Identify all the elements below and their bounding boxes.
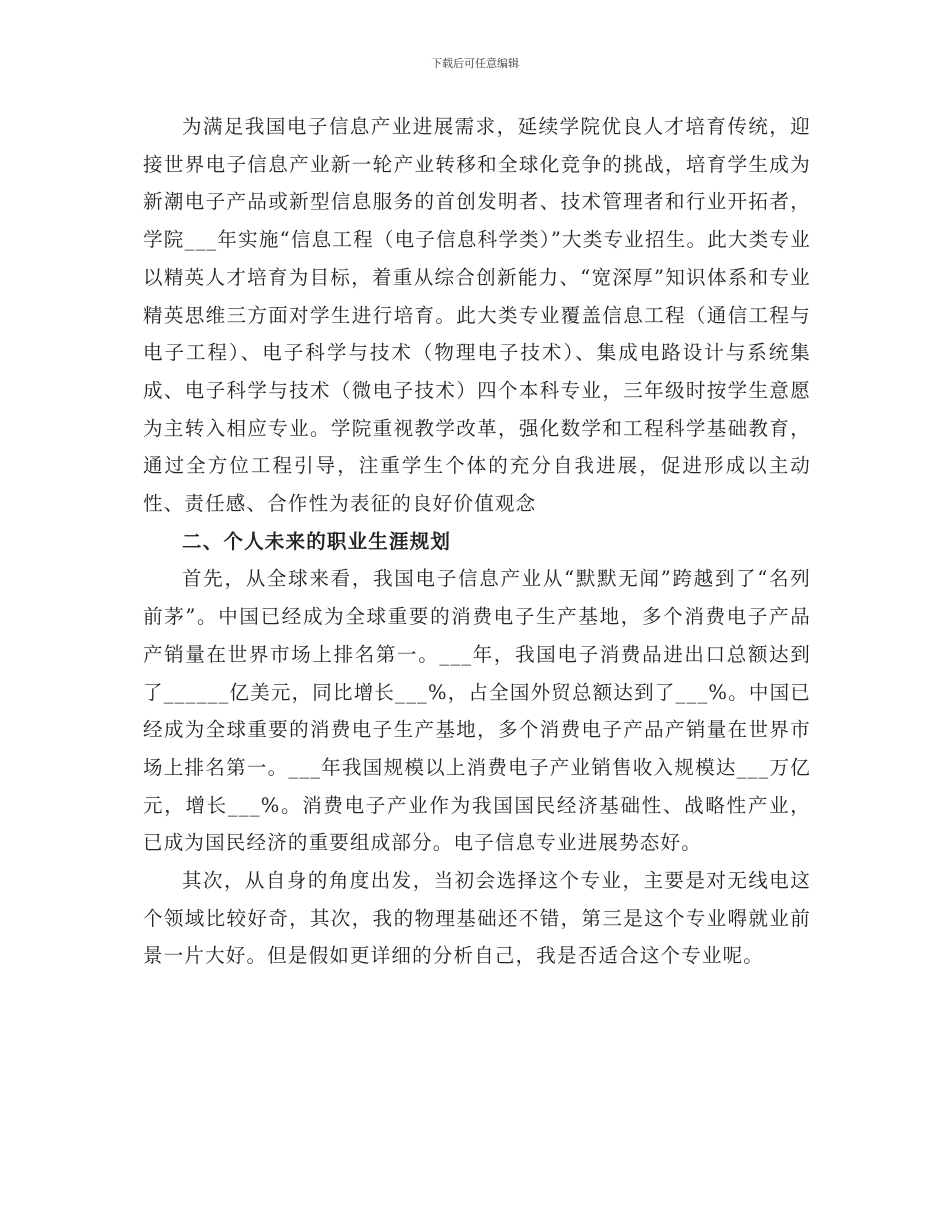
paragraph-intro: 为满足我国电子信息产业进展需求，延续学院优良人才培育传统，迎接世界电子信息产业新一轮产业转移和全球化竞争的挑战，培育学生成为新潮电子产品或新型信息服务的首创发明者、技术管理者和行业开拓者，学院___年实施“信息工程（电子信息科学类）”大类专业招生。此大类专业以精英人才培育为目标，着重从综合创新能力、“宽深厚”知识体系和专业精英思维三方面对学生进行培育。此大类专业覆盖信息工程（通信工程与电子工程）、电子科学与技术（物理电子技术）、集成电路设计与系统集成、电子科学与技术（微电子技术）四个本科专业，三年级时按学生意愿为主转入相应专业。学院重视教学改革，强化数学和工程科学基础教育，通过全方位工程引导，注重学生个体的充分自我进展，促进形成以主动性、责任感、合作性为表征的良好价值观念	[143, 115, 811, 516]
document-body	[143, 108, 811, 975]
section-heading-career-plan: 二、个人未来的职业生涯规划	[182, 529, 452, 553]
paragraph-self-view: 其次，从自身的角度出发，当初会选择这个专业，主要是对无线电这个领域比较好奇，其次，我的物理基础还不错，第三是这个专业嘚就业前景一片大好。但是假如更详细的分析自己，我是否适合这个专业呢。	[143, 869, 811, 968]
paragraph-global-view: 首先，从全球来看，我国电子信息产业从“默默无闻”跨越到了“名列前茅”。中国已经成为全球重要的消费电子生产基地，多个消费电子产品产销量在世界市场上排名第一。___年，我国电子消费品进出口总额达到了______亿美元，同比增长___%，占全国外贸总额达到了___%。中国已经成为全球重要的消费电子生产基地，多个消费电子产品产销量在世界市场上排名第一。___年我国规模以上消费电子产业销售收入规模达___万亿元，增长___%。消费电子产业作为我国国民经济基础性、战略性产业，已成为国民经济的重要组成部分。电子信息专业进展势态好。	[143, 567, 811, 855]
page-header: 下载后可任意编辑	[431, 57, 519, 70]
